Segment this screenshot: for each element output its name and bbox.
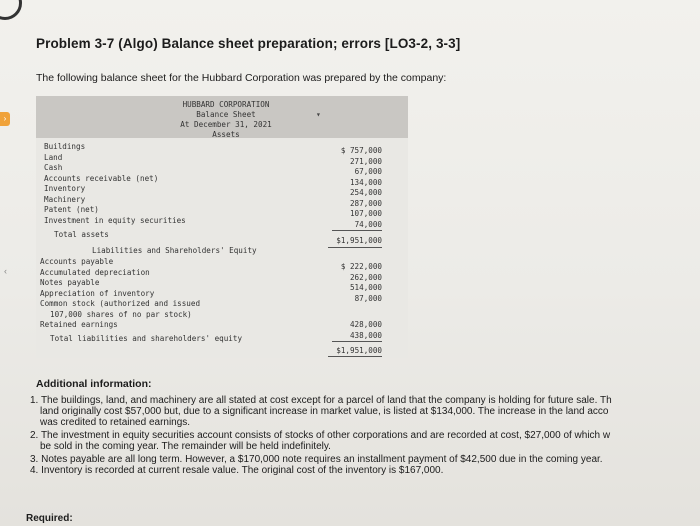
asset-value: 67,000 [354,167,382,176]
liability-label: Accumulated depreciation [40,267,150,277]
asset-label: Inventory [44,184,86,193]
asset-value: 254,000 [349,188,382,197]
liability-value: 428,000 [349,320,382,329]
liability-label: Accounts payable [40,257,114,266]
info-line: 4. Inventory is recorded at current resale value. The original cost of the inventory is $167,000. [30,465,444,476]
total-assets-label: Total assets [54,230,109,239]
asset-label: Patent (net) [44,205,99,214]
asset-label: Land [44,152,63,162]
liability-label: 107,000 shares of no par stock) [50,309,192,319]
additional-info-heading: Additional information: [36,378,152,390]
asset-value: 134,000 [349,177,382,187]
liability-label: Common stock (authorized and issued [40,299,201,308]
subtotal-rule [332,341,382,342]
asset-label: Accounts receivable (net) [44,173,159,183]
info-line: be sold in the coming year. The remainder will be held indefinitely. [40,441,331,452]
liabilities-heading: Liabilities and Shareholders' Equity [92,246,257,255]
assets-heading: Assets [212,130,240,139]
side-mark-icon: ‹ [4,266,7,276]
info-line: 1. The buildings, land, and machinery are all stated at cost except for a parcel of land that the company is holding for future sale. Th [30,395,612,406]
asset-value: 74,000 [354,219,382,229]
asset-label: Investment in equity securities [44,215,186,225]
info-line: 2. The investment in equity securities account consists of stocks of other corporations and are recorded at cost, $27,000 of which w [30,430,611,441]
liability-value: 262,000 [349,272,382,282]
asset-value: 271,000 [349,156,382,166]
asset-value: $ 757,000 [340,146,382,155]
required-label: Required: [26,513,73,524]
company-name: HUBBARD CORPORATION [182,100,270,109]
circle-fragment-icon [0,0,22,20]
total-liabilities-value: $1,951,000 [336,346,382,355]
statement-date: At December 31, 2021 [180,120,272,129]
total-rule [328,356,382,357]
intro-text: The following balance sheet for the Hubbard Corporation was prepared by the company: [36,72,447,84]
liability-label: Retained earnings [40,320,118,329]
total-liabilities-label: Total liabilities and shareholders' equity [50,334,243,343]
balance-sheet [36,96,408,358]
asset-value: 287,000 [349,198,382,208]
info-line: 3. Notes payable are all long term. However, a $170,000 note requires an installment payment of $42,500 due in the coming year. [30,454,603,465]
liability-value: $ 222,000 [340,262,382,271]
total-rule [328,247,382,248]
info-line: land originally cost $57,000 but, due to a significant increase in market value, is listed at $134,000. The increase in the land acco [40,406,609,417]
asset-label: Buildings [44,142,86,151]
dropdown-marker-icon: ▾ [316,110,321,119]
asset-label: Cash [44,163,63,172]
page-marker-icon: › [0,112,10,126]
statement-name: Balance Sheet [196,110,256,119]
liability-value: 438,000 [349,330,382,340]
subtotal-rule [332,230,382,231]
liability-label: Appreciation of inventory [40,288,155,298]
liability-label: Notes payable [40,278,100,287]
liability-value: 514,000 [349,283,382,292]
info-line: was credited to retained earnings. [40,417,191,428]
liability-value: 87,000 [354,293,382,303]
asset-label: Machinery [44,194,86,204]
asset-value: 107,000 [349,209,382,218]
total-assets-value: $1,951,000 [336,236,382,245]
page-title: Problem 3-7 (Algo) Balance sheet preparation; errors [LO3-2, 3-3] [36,36,461,51]
